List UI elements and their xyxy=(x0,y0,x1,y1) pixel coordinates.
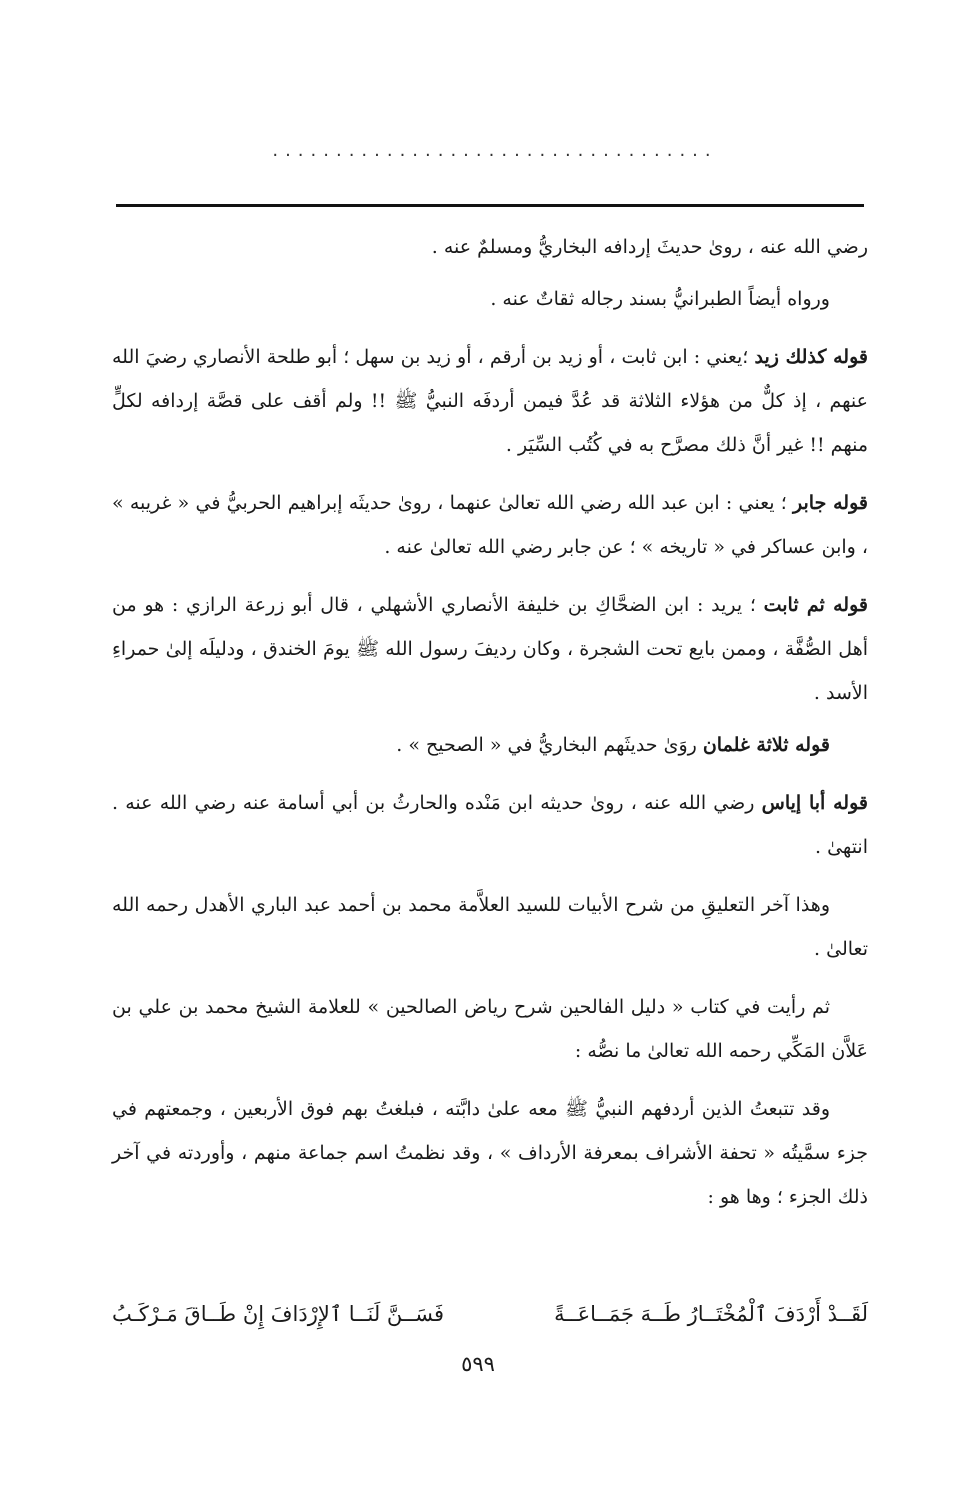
paragraph xyxy=(112,277,868,321)
paragraph-lead-term: قوله أبا إياس xyxy=(761,792,868,814)
paragraph-text: ؛ يعني : ابن عبد الله رضي الله تعالىٰ عنهما ، رویٰ حديثَه إبراهيم الحربيُّ في « غريبه » ، وابن عساكر في « تاريخه » ؛ عن جابر رضي الله تعالىٰ عنه . xyxy=(112,492,868,558)
paragraph xyxy=(112,1087,868,1219)
paragraph-lead-term: قوله كذلك زيد xyxy=(754,346,868,368)
paragraph-text: ثم رأيت في كتاب « دليل الفالحين شرح رياض الصالحين » للعلامة الشيخ محمد بن علي بن عَلاَّن المَكِّي رحمه الله تعالىٰ ما نصُّه : xyxy=(112,996,868,1062)
footnote-separator-rule xyxy=(116,204,864,207)
paragraph xyxy=(112,481,868,569)
paragraph-text: ؛يعني : ابن ثابت ، أو زيد بن أرقم ، أو زيد بن سهل ؛ أبو طلحة الأنصاري رضيَ الله عنهم ، إذ كلٌّ من هؤلاء الثلاثة قد عُدَّ فيمن أردفَه النبيُّ ﷺ !! ولم أقف على قصَّة إردافه لكلٍّ منهم !! غير أنَّ ذلك مصرَّح به في كُتُب السِّيَر . xyxy=(112,346,868,456)
paragraph xyxy=(112,781,868,869)
page-body xyxy=(112,225,868,1227)
paragraph xyxy=(112,723,868,767)
paragraph-lead-term: قوله جابر xyxy=(793,492,868,514)
paragraph xyxy=(112,335,868,467)
verse-second-hemistich: فَسَــنَّ لَنَــا ٱلإِرْدَافَ إِنْ طَــاقَ مَـرْكَـبُ xyxy=(112,1302,444,1326)
paragraph xyxy=(112,883,868,971)
paragraph-lead-term: قوله ثم ثابت xyxy=(763,594,868,616)
poem-verse xyxy=(112,1292,868,1336)
paragraph-lead-term: قوله ثلاثة غلمان xyxy=(702,734,830,756)
paragraph-text: روَیٰ حديثَهم البخاريُّ في « الصحيح » . xyxy=(396,734,703,756)
paragraph xyxy=(112,225,868,269)
paragraph xyxy=(112,985,868,1073)
paragraph-text: رضي الله عنه ، رویٰ حديثه ابن مَنْده والحارثُ بن أبي أسامة عنه رضي الله عنه . انتهىٰ . xyxy=(112,792,868,858)
paragraph-text: ؛ يريد : ابن الضحَّاكِ بن خليفة الأنصاري الأشهلي ، قال أبو زرعة الرازي : هو من أهل الصُّفَّة ، وممن بايع تحت الشجرة ، وكان رديفَ رسول الله ﷺ يومَ الخندق ، ودليلَه إلىٰ حمراءِ الأسد . xyxy=(112,594,868,704)
verse-first-hemistich: لَقَــدْ أَرْدَفَ ٱلْمُخْتَــارُ طَــهَ جَمَــاعَــةً xyxy=(554,1302,868,1326)
header-dotted-line: ................................... xyxy=(272,140,718,161)
paragraph xyxy=(112,583,868,715)
paragraph-text: وهذا آخر التعليقِ من شرح الأبيات للسيد العلاَّمة محمد بن أحمد عبد الباري الأهدل رحمه الله تعالىٰ . xyxy=(112,894,868,960)
page-number: ٥٩٩ xyxy=(461,1352,495,1376)
paragraph-text: رضي الله عنه ، رویٰ حديثَ إردافه البخاريُّ ومسلمٌ عنه . xyxy=(431,236,868,258)
paragraph-text: ورواه أيضاً الطبرانيُّ بسند رجاله ثقاتٌ عنه . xyxy=(490,288,830,310)
paragraph-text: وقد تتبعتُ الذين أردفهم النبيُّ ﷺ معه علىٰ دابَّته ، فبلغتُ بهم فوق الأربعين ، وجمعتهم في جزء سمَّيتُه « تحفة الأشراف بمعرفة الأرداف » ، وقد نظمتُ اسم جماعة منهم ، وأوردته في آخر ذلك الجزء ؛ وها هو : xyxy=(112,1098,868,1208)
